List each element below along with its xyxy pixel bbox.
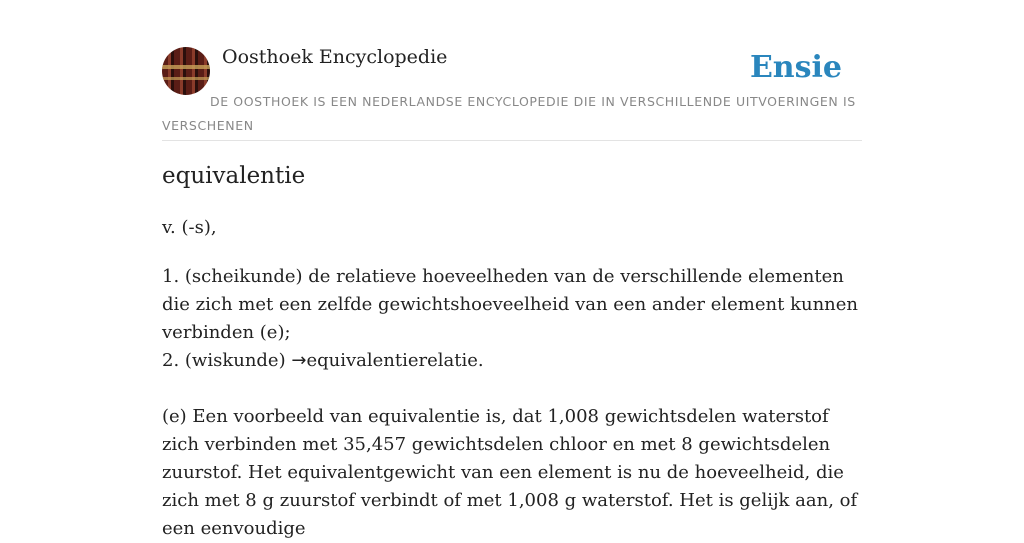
entry-definition: [162, 263, 862, 543]
encyclopedia-avatar[interactable]: [162, 47, 210, 95]
entry-body: (e) Een voorbeeld van equivalentie is, dat 1,008 gewichtsdelen waterstof zich verbinden met 35,457 gewichtsdelen chloor en met 8 gewichtsdelen zuurstof. Het equivalentgewicht van een element is nu de hoeveelheid, die zich met 8 g zuurstof verbindt of met 1,008 g waterstof. Het is gelijk aan, of een eenvoudige: [162, 406, 858, 539]
entry-title: equivalentie: [162, 163, 306, 189]
paragraph-spacer: [162, 375, 862, 403]
sense-1: 1. (scheikunde) de relatieve hoeveelheden van de verschillende elementen die zich met een zelfde gewichtshoeveelheid van een ander element kunnen verbinden (e);: [162, 266, 858, 343]
cross-reference-link[interactable]: equivalentierelatie.: [306, 350, 484, 371]
site-header: [162, 0, 862, 141]
source-tagline: DE OOSTHOEK IS EEN NEDERLANDSE ENCYCLOPEDIE DIE IN VERSCHILLENDE UITVOERINGEN IS VERSCHENEN: [162, 94, 856, 133]
source-name-link[interactable]: Oosthoek Encyclopedie: [222, 46, 448, 68]
page-container: [162, 0, 862, 539]
part-of-speech: v. (-s),: [162, 217, 217, 238]
sense-2: [162, 347, 862, 375]
sense-2-prefix: 2. (wiskunde): [162, 350, 292, 371]
arrow-right-icon: →: [291, 350, 307, 371]
ensie-logo[interactable]: Ensie: [749, 50, 842, 85]
